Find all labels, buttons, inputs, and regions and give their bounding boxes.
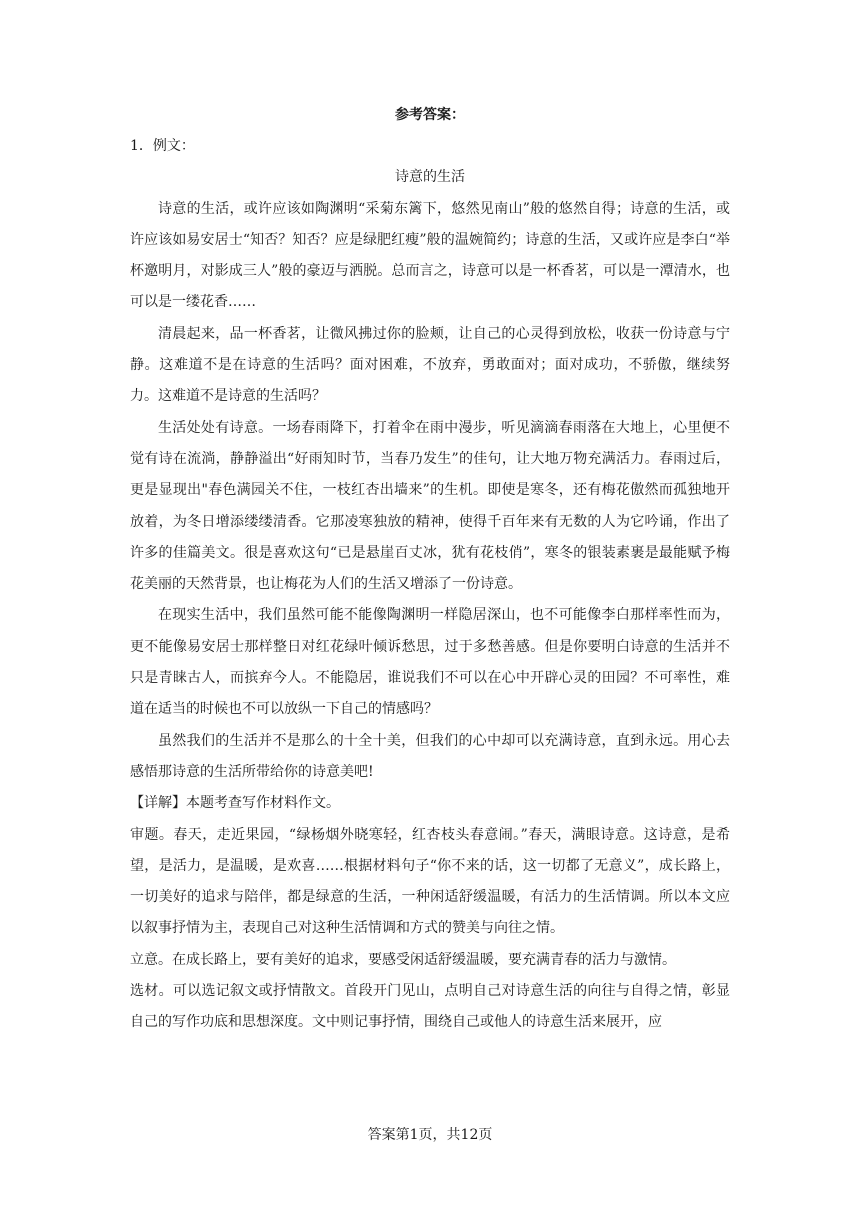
analysis-paragraph: 选材。可以选记叙文或抒情散文。首段开门见山，点明自己对诗意生活的向往与自得之情，彰显自己的写作功底和思想深度。文中则记事抒情，围绕自己或他人的诗意生活来展开，应 xyxy=(130,983,730,1031)
essay-paragraph: 诗意的生活，或许应该如陶渊明“采菊东篱下，悠然见南山”般的悠然自得；诗意的生活，或许应该如易安居士“知否？知否？应是绿肥红瘦”般的温婉简约；诗意的生活，又或许应是李白“举杯邀明月，对影成三人”般的豪迈与洒脱。总而言之，诗意可以是一杯香茗，可以是一潭清水，也可以是一缕花香…… xyxy=(130,200,730,311)
page-footer: 答案第1页，共12页 xyxy=(367,1127,493,1143)
essay-title: 诗意的生活 xyxy=(395,169,465,186)
essay-paragraph: 生活处处有诗意。一场春雨降下，打着伞在雨中漫步，听见滴滴春雨落在大地上，心里便不觉有诗在流淌，静静溢出“好雨知时节，当春乃发生”的佳句，让大地万物充满活力。春雨过后，更是显现出"春色满园关不住，一枝红杏出墙来”的生机。即使是寒冬，还有梅花傲然而孤独地开放着，为冬日增添缕缕清香。它那凌寒独放的精神，使得千百年来有无数的人为它吟诵，作出了许多的佳篇美文。很是喜欢这句“已是悬崖百丈冰，犹有花枝俏”，寒冬的银装素裹是最能赋予梅花美丽的天然背景，也让梅花为人们的生活又增添了一份诗意。 xyxy=(130,419,730,593)
analysis-label: 【详解】本题考查写作材料作文。 xyxy=(130,795,340,812)
essay-paragraph: 在现实生活中，我们虽然可能不能像陶渊明一样隐居深山，也不可能像李白那样率性而为，更不能像易安居士那样整日对红花绿叶倾诉愁思，过于多愁善感。但是你要明白诗意的生活并不只是青睐古人，而摈弃今人。不能隐居，谁说我们不可以在心中开辟心灵的田园？不可率性，难道在适当的时候也不可以放纵一下自己的情感吗？ xyxy=(130,607,730,718)
analysis-paragraph: 立意。在成长路上，要有美好的追求，要感受闲适舒缓温暖，要充满青春的活力与激情。 xyxy=(130,951,676,968)
question-label: 1．例文： xyxy=(130,138,195,154)
answer-heading: 参考答案： xyxy=(395,107,465,123)
page-content xyxy=(130,100,730,1039)
essay-paragraph: 清晨起来，品一杯香茗，让微风拂过你的脸颊，让自己的心灵得到放松，收获一份诗意与宁静。这难道不是在诗意的生活吗？面对困难，不放弃，勇敢面对；面对成功，不骄傲，继续努力。这难道不是诗意的生活吗？ xyxy=(130,325,730,405)
analysis-paragraph: 审题。春天，走近果园，“绿杨烟外晓寒轻，红杏枝头春意闹。”春天，满眼诗意。这诗意，是希望，是活力，是温暖，是欢喜……根据材料句子“你不来的话，这一切都了无意义”，成长路上，一切美好的追求与陪伴，都是绿意的生活，一种闲适舒缓温暖，有活力的生活情调。所以本文应以叙事抒情为主，表现自己对这种生活情调和方式的赞美与向往之情。 xyxy=(130,826,730,937)
essay-paragraph: 虽然我们的生活并不是那么的十全十美，但我们的心中却可以充满诗意，直到永远。用心去感悟那诗意的生活所带给你的诗意美吧! xyxy=(130,732,730,780)
